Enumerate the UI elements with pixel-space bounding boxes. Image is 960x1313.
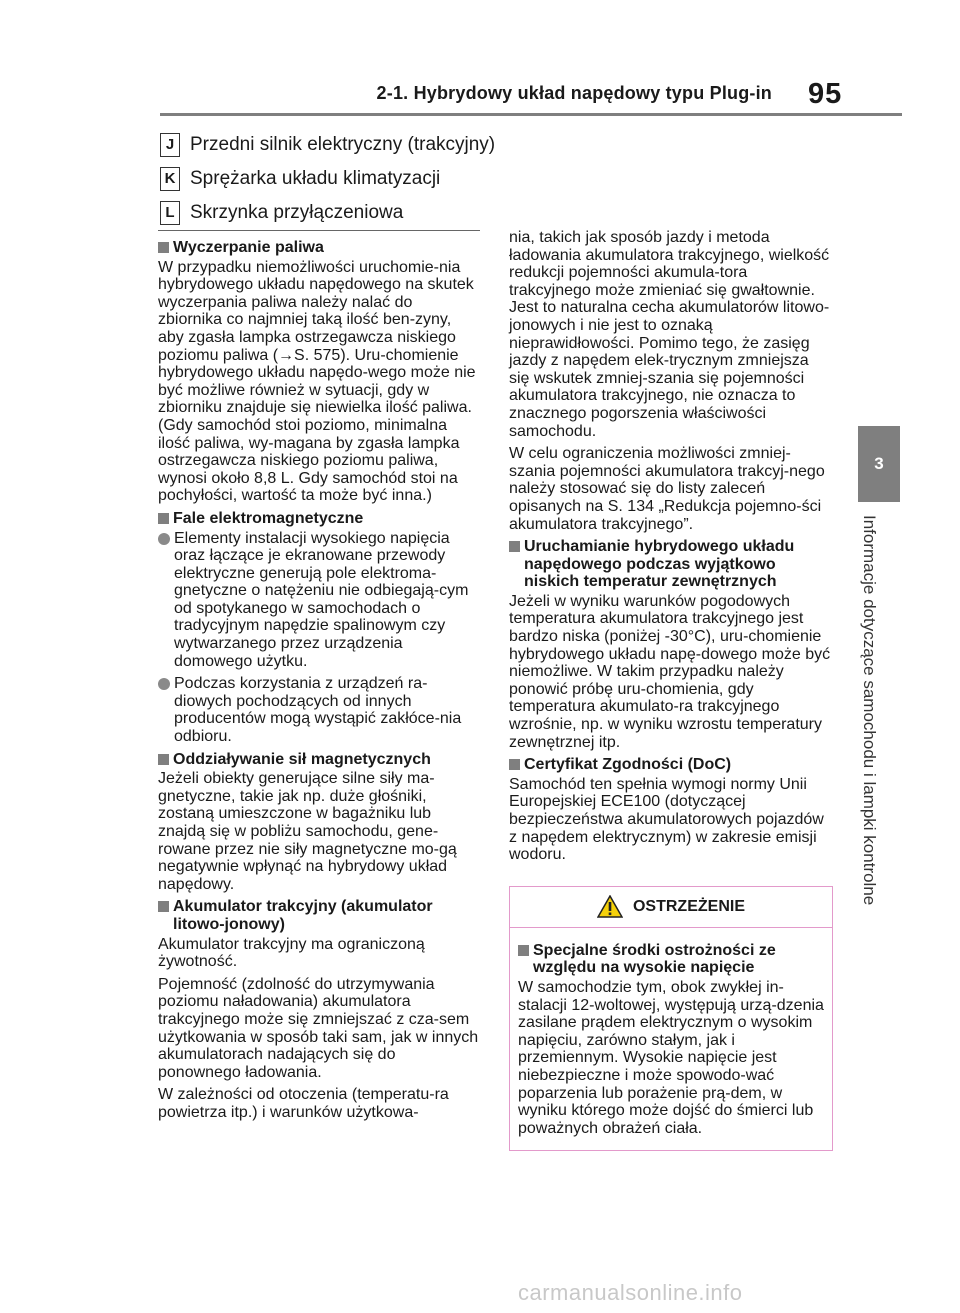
warning-heading <box>518 942 824 977</box>
mag-heading <box>158 751 480 769</box>
heading-text: Akumulator trakcyjny (akumulator litowo-jonowy) <box>173 898 433 933</box>
square-bullet-icon <box>158 901 169 912</box>
square-bullet-icon <box>158 242 169 253</box>
battery-advice-text: W celu ograniczenia możliwości zmniej-szania pojemności akumulatora trakcyj-nego należy stosować się do listy zaleceń opisanych na S. 134 „Redukcja pojemno-ści akumulatora trakcyjnego”. <box>509 445 825 533</box>
battery-continued-text: nia, takich jak sposób jazdy i metoda ładowania akumulatora trakcyjnego, wielkość redukcji pojemności akumula-tora trakcyjnego może zmieniać się gwałtownie. Jest to naturalna cecha akumulatorów litowo-jonowych i nie jest to oznaką nieprawidłowości. Pomimo tego, że zasięg jazdy z napędem elek-trycznym zmniejsza się wskutek zmniej-szania się pojemności akumulatora trakcyjnego, nie oznacza to znacznego pogorszenia właściwości samochodu. <box>509 229 830 440</box>
fuel-heading <box>158 239 480 257</box>
warning-box <box>509 886 833 1152</box>
page-number: 95 <box>808 78 843 110</box>
heading-text: Oddziaływanie sił magnetycznych <box>173 750 431 768</box>
heading-text: Certyfikat Zgodności (DoC) <box>524 756 732 774</box>
bullet-text: Elementy instalacji wysokiego napięcia oraz łączące je ekranowane przewody elektryczne generują pole elektroma-gnetyczne o natężeniu nie odbiegają-cym od spotykanego w samochodach o tradycyjnym napędzie spalinowym czy wytwarzanego przez urządzenia domowego użytku. <box>174 529 469 670</box>
legend-item <box>160 162 495 196</box>
warning-header <box>510 887 832 928</box>
legend-item <box>160 128 495 162</box>
round-bullet-icon <box>158 678 170 690</box>
heading-text: Specjalne środki ostrożności ze względu na wysokie napięcie <box>533 941 776 977</box>
header-rule <box>160 113 902 116</box>
battery-text: W zależności od otoczenia (temperatu-ra powietrza itp.) i warunków użytkowa- <box>158 1086 449 1121</box>
battery-heading <box>158 898 480 933</box>
cold-start-text: Jeżeli w wyniku warunków pogodowych temperatura akumulatora trakcyjnego jest bardzo niska (poniżej -30°C), uru-chomienie hybrydowego układu napę-dowego może być niemożliwe. W takim przypadku należy ponowić próbę uru-chomienia, gdy temperatura akumulato-ra trakcyjnego wzrośnie, np. w wyniku wzrostu temperatury zewnętrznej itp. <box>509 592 831 751</box>
chapter-title: Informacje dotyczące samochodu i lampki kontrolne <box>860 515 879 906</box>
warning-text: W samochodzie tym, obok zwykłej in-stalacji 12-woltowej, występują urzą-dzenia zasilane prądem elektrycznym o wysokim napięciu, zarówno stałym, jak i przemiennym. Wysokie napięcie jest niebezpieczne i może spowodo-wać poparzenia lub porażenie prą-dem, w wyniku którego może dojść do śmierci lub poważnych obrażeń ciała. <box>518 978 824 1137</box>
battery-text: Akumulator trakcyjny ma ograniczoną żywotność. <box>158 935 425 971</box>
chapter-number: 3 <box>874 454 884 473</box>
square-bullet-icon <box>518 945 529 956</box>
warning-body <box>510 928 832 1138</box>
component-legend <box>160 128 495 230</box>
fuel-text: W przypadku niemożliwości uruchomie-nia hybrydowego układu napędowego na skutek wyczerpania paliwa należy nalać do zbiornika co najmniej taką ilość ben-zyny, aby zgasła lampka ostrzegawcza niskiego poziomu paliwa (→S. 575). Uru-chomienie hybrydowego układu napędo-wego może nie być możliwe również w sytuacji, gdy w zbiorniku znajduje się niewielka ilość paliwa. (Gdy samochód stoi poziomo, minimalna ilość paliwa, wy-magana by zgasła lampka ostrzegawcza niskiego poziomu paliwa, wynosi około 8,8 L. Gdy samochód stoi na pochyłości, wartość ta może być inna.) <box>158 258 476 505</box>
heading-text: Wyczerpanie paliwa <box>173 239 324 256</box>
section-title: 2-1. Hybrydowy układ napędowy typu Plug-in <box>376 83 772 103</box>
em-bullet <box>158 530 480 671</box>
left-column <box>158 230 480 1127</box>
em-heading <box>158 510 480 528</box>
legend-key: J <box>160 133 180 157</box>
legend-label: Skrzynka przyłączeniowa <box>190 202 404 223</box>
square-bullet-icon <box>158 513 169 524</box>
legend-item <box>160 196 495 230</box>
bullet-text: Podczas korzystania z urządzeń ra-diowych pochodzących od innych producentów mogą wystąpić zakłóce-nia odbioru. <box>174 675 462 746</box>
legend-label: Przedni silnik elektryczny (trakcyjny) <box>190 134 496 155</box>
heading-text: Uruchamianie hybrydowego układu napędowego podczas wyjątkowo niskich temperatur zewnętrznych <box>524 538 795 591</box>
watermark: carmanualsonline.info <box>518 1280 743 1305</box>
warning-title: OSTRZEŻENIE <box>632 897 745 915</box>
legend-key: K <box>160 167 180 191</box>
square-bullet-icon <box>509 541 520 552</box>
battery-text: Pojemność (zdolność do utrzymywania poziomu naładowania) akumulatora trakcyjnego może się zmniejszać z cza-sem użytkowania w sposób taki sam, jak w innych akumulatorach nadających się do ponownego ładowania. <box>158 975 479 1081</box>
square-bullet-icon <box>509 759 520 770</box>
round-bullet-icon <box>158 533 170 545</box>
mag-text: Jeżeli obiekty generujące silne siły ma-gnetyczne, takie jak np. duże głośniki, zostaną umieszczone w bagażniku lub znajdą się w pobliżu samochodu, gene-rowane przez nie siły magnetyczne mo-gą negatywnie wpłynąć na hybrydowy układ napędowy. <box>158 770 457 893</box>
chapter-tab[interactable] <box>858 426 900 502</box>
legend-key: L <box>160 201 180 225</box>
doc-heading <box>509 756 833 774</box>
right-column <box>509 227 833 1151</box>
heading-text: Fale elektromagnetyczne <box>173 509 364 527</box>
section-divider <box>158 230 480 231</box>
warning-triangle-icon <box>597 895 623 918</box>
em-bullet <box>158 675 480 745</box>
legend-label: Sprężarka układu klimatyzacji <box>190 168 441 189</box>
square-bullet-icon <box>158 754 169 765</box>
doc-text: Samochód ten spełnia wymogi normy Unii Europejskiej ECE100 (dotyczącej bezpieczeństwa akumulatorowych pojazdów z napędem elektrycznym) w zakresie emisji wodoru. <box>509 775 824 864</box>
cold-start-heading <box>509 538 833 591</box>
